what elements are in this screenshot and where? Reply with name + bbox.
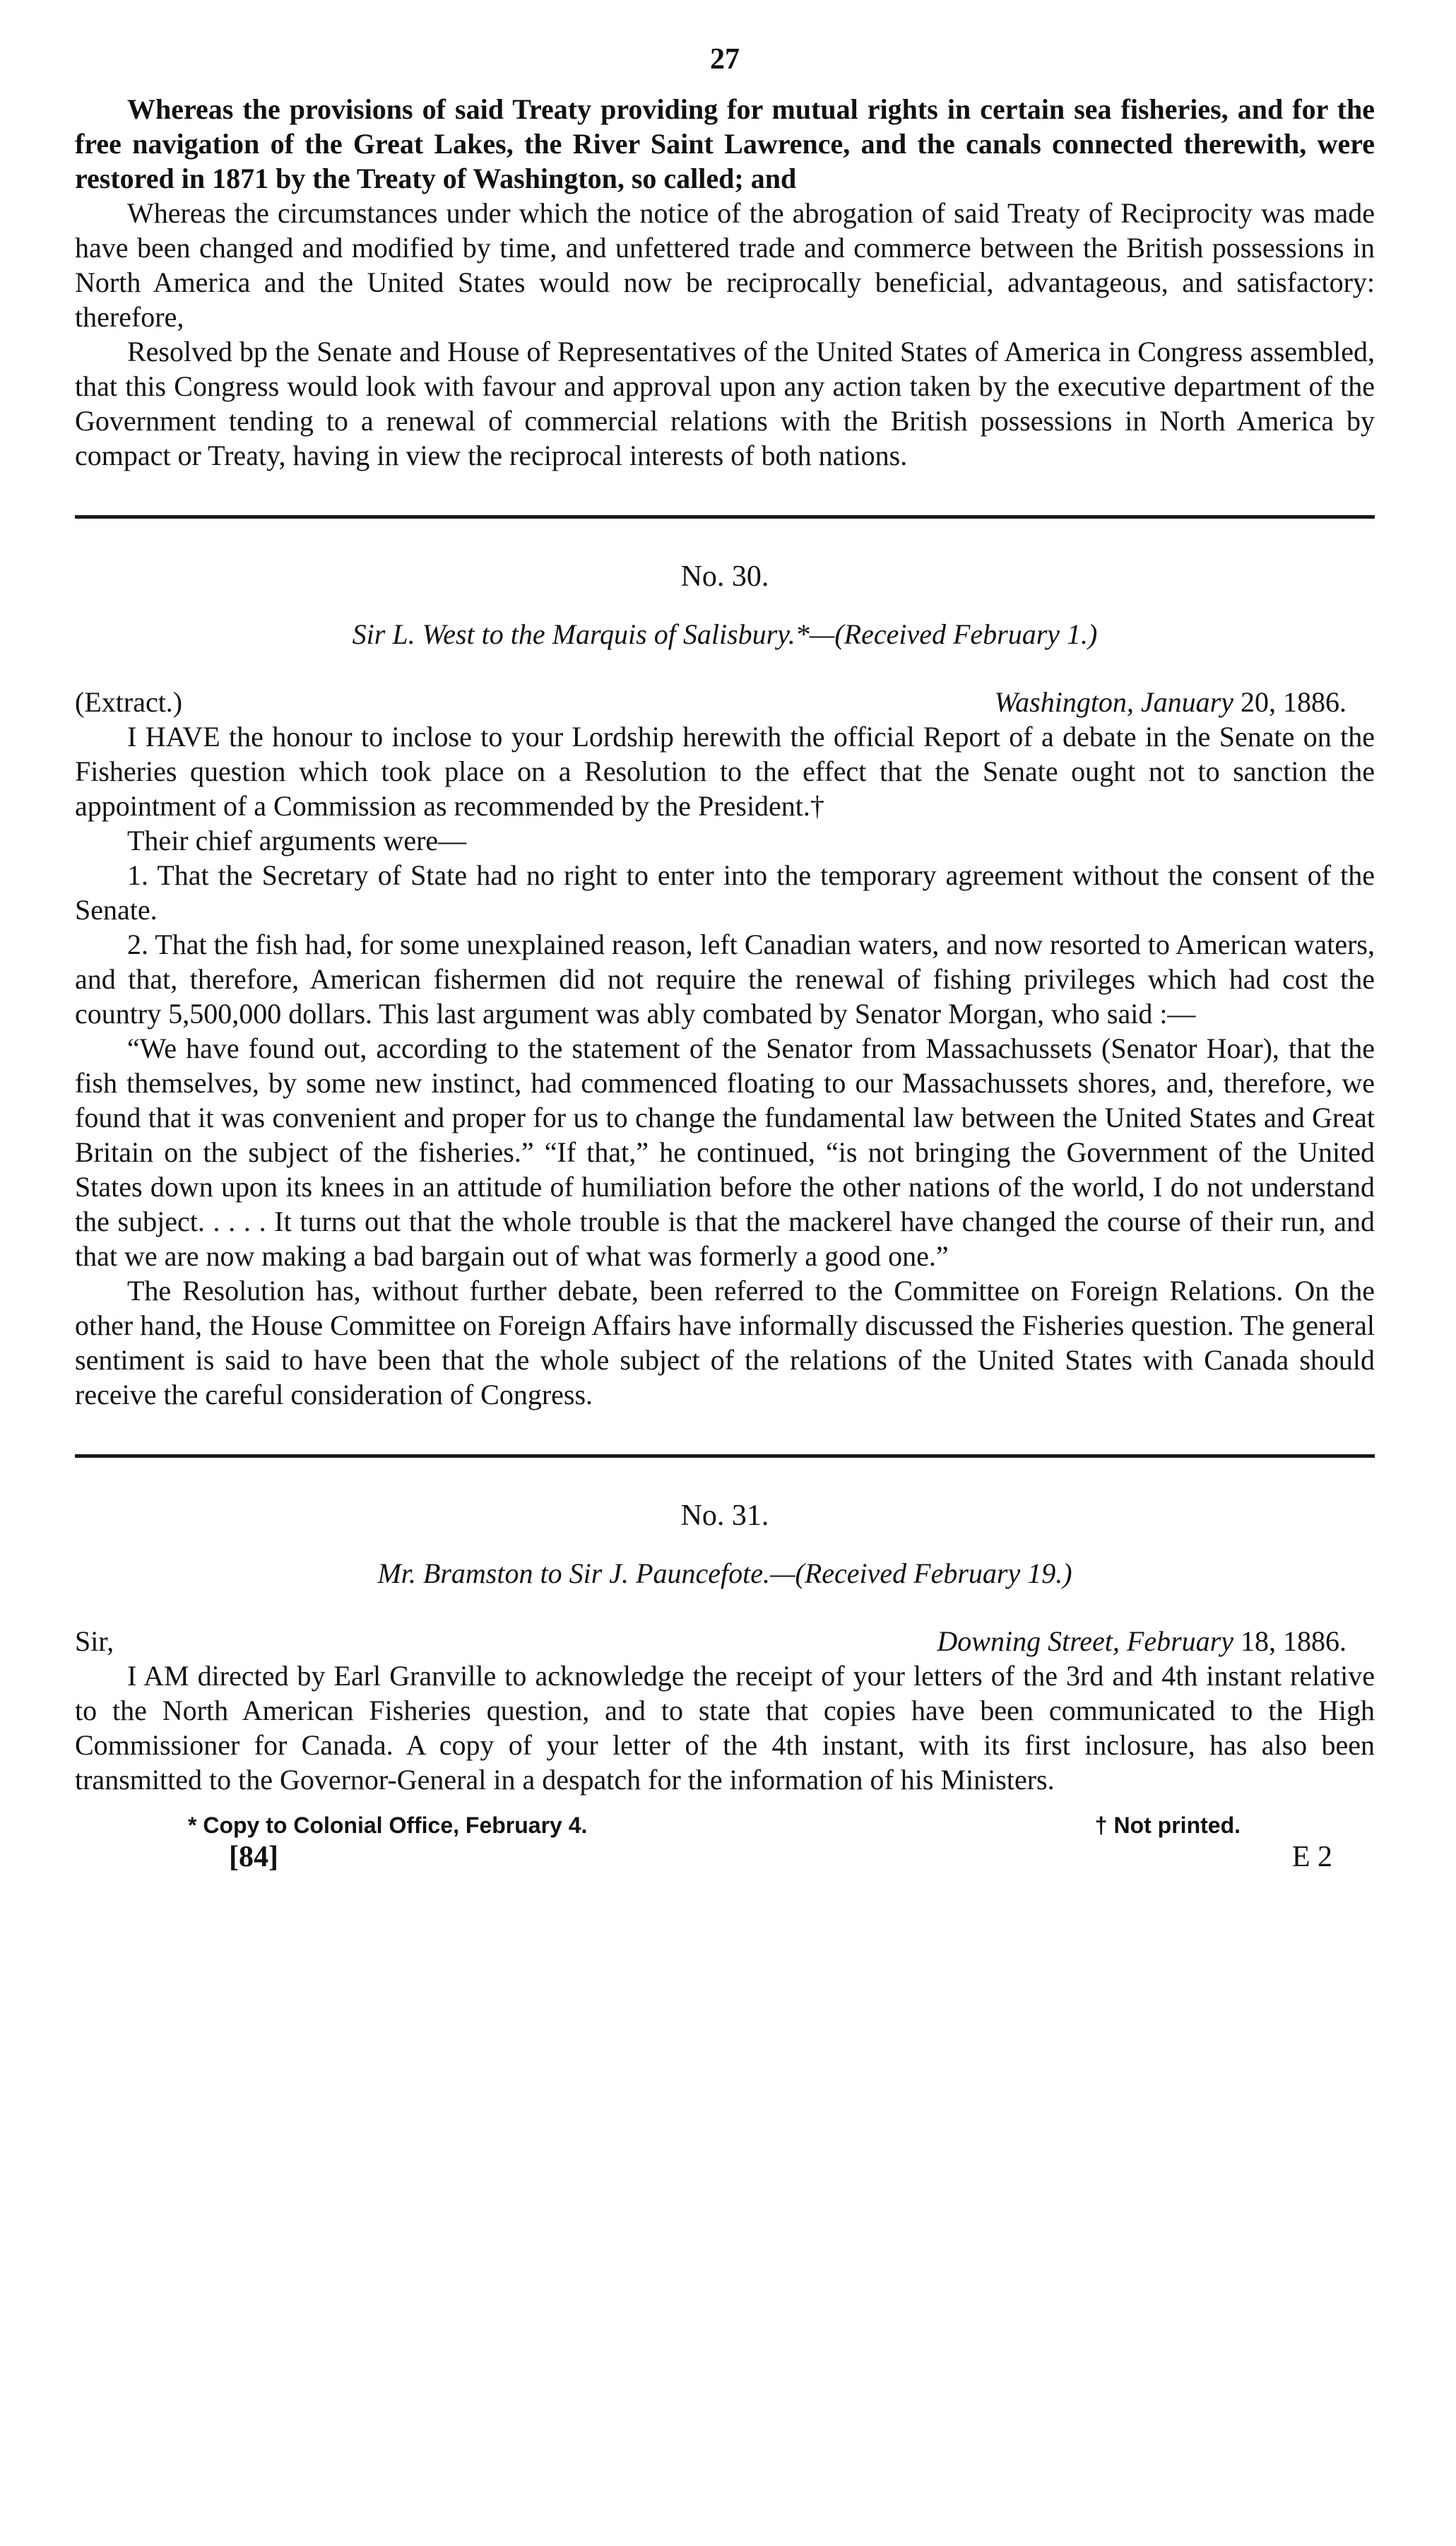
extract-label: (Extract.) — [75, 686, 183, 718]
place-date-text: Washington, January — [994, 686, 1233, 718]
paragraph: I HAVE the honour to inclose to your Lordship herewith the official Report of a debate in the Senate on the Fisheries question which took place on a Resolution to the effect that the Senate ought not to sanction the appointment of a Commission as recommended by the President.† — [75, 721, 1375, 822]
salutation: Sir, — [75, 1625, 114, 1657]
place-date-number: 20, 1886. — [1241, 686, 1346, 718]
footnotes — [75, 1813, 1375, 1839]
quotation: “We have found out, according to the statement of the Senator from Massachussets (Senator Hoar), that the fish themselves, by some new instinct, had commenced floating to our Massachussets shores, and, therefore, we found that it was convenient and proper for us to change the fundamental law between the United States and Great Britain on the subject of the fisheries.” “If that,” he continued, “is not bringing the Government of the United States down upon its knees in an attitude of humiliation before the other nations of the world, I do not understand the subject. . . . . It turns out that the whole trouble is that the mackerel have changed the course of their run, and that we are now making a bad bargain out of what was formerly a good one.” — [75, 1032, 1375, 1272]
document-number: No. 30. — [680, 560, 769, 593]
paragraph: Whereas the circumstances under which the notice of the abrogation of said Treaty of Reciprocity was made have been changed and modified by time, and unfettered trade and commerce between the British possessions in North America and the United States would now be reciprocally beneficial, advantageous, and satisfactory: therefore, — [75, 197, 1375, 333]
section-divider — [75, 515, 1375, 519]
place-date-number: 18, 1886. — [1241, 1625, 1346, 1657]
page-footer — [75, 1840, 1375, 1874]
salutation-date-line — [75, 1624, 1375, 1658]
section-divider — [75, 1454, 1375, 1458]
document-number: No. 31. — [680, 1499, 769, 1532]
paragraph: I AM directed by Earl Granville to acknowledge the receipt of your letters of the 3rd and 4th instant relative to the North American Fisheries question, and to state that copies have been communicated to the High Commissioner for Canada. A copy of your letter of the 4th instant, with its first inclosure, has also been transmitted to the Governor-General in a despatch for the information of his Ministers. — [75, 1660, 1375, 1796]
paragraph: Whereas the provisions of said Treaty providing for mutual rights in certain sea fisheries, and for the free navigation of the Great Lakes, the River Saint Lawrence, and the canals connected therewith, were restored in 1871 by the Treaty of Washington, so called; and — [75, 93, 1375, 194]
footnote-right: † Not printed. — [1094, 1813, 1241, 1838]
paragraph: 2. That the fish had, for some unexplained reason, left Canadian waters, and now resorted to American waters, and that, therefore, American fishermen did not require the renewal of fishing privileges which had cost the country 5,500,000 dollars. This last argument was ably combated by Senator Morgan, who said :— — [75, 929, 1375, 1030]
document-subheading: Mr. Bramston to Sir J. Pauncefote.—(Received February 19.) — [377, 1557, 1072, 1589]
document-no-31 — [75, 1499, 1375, 1797]
paragraph: The Resolution has, without further debate, been referred to the Committee on Foreign Relations. On the other hand, the House Committee on Foreign Affairs have informally discussed the Fisheries question. The general sentiment is said to have been that the whole subject of the relations of the United States with Canada should receive the careful consideration of Congress. — [75, 1275, 1375, 1410]
signature-mark: E 2 — [1291, 1841, 1332, 1873]
sheet-number: [84] — [229, 1841, 278, 1873]
place-date — [937, 1624, 1346, 1658]
place-date-text: Downing Street, February — [937, 1625, 1233, 1657]
paragraph: 1. That the Secretary of State had no right to enter into the temporary agreement without the consent of the Senate. — [75, 859, 1375, 926]
document-no-30 — [75, 560, 1375, 1412]
page-number: 27 — [710, 43, 740, 76]
resolution-text — [75, 92, 1375, 473]
document-page — [75, 42, 1375, 1874]
paragraph: Their chief arguments were— — [127, 825, 467, 856]
extract-date-line — [75, 685, 1375, 719]
place-date — [994, 685, 1346, 719]
paragraph: Resolved bp the Senate and House of Representatives of the United States of America in Congress assembled, that this Congress would look with favour and approval upon any action taken by the executive department of the Government tending to a renewal of commercial relations with the British possessions in North America by compact or Treaty, having in view the reciprocal interests of both nations. — [75, 336, 1375, 471]
footnote-left: * Copy to Colonial Office, February 4. — [188, 1813, 588, 1838]
document-subheading: Sir L. West to the Marquis of Salisbury.*—(Received February 1.) — [352, 618, 1098, 650]
